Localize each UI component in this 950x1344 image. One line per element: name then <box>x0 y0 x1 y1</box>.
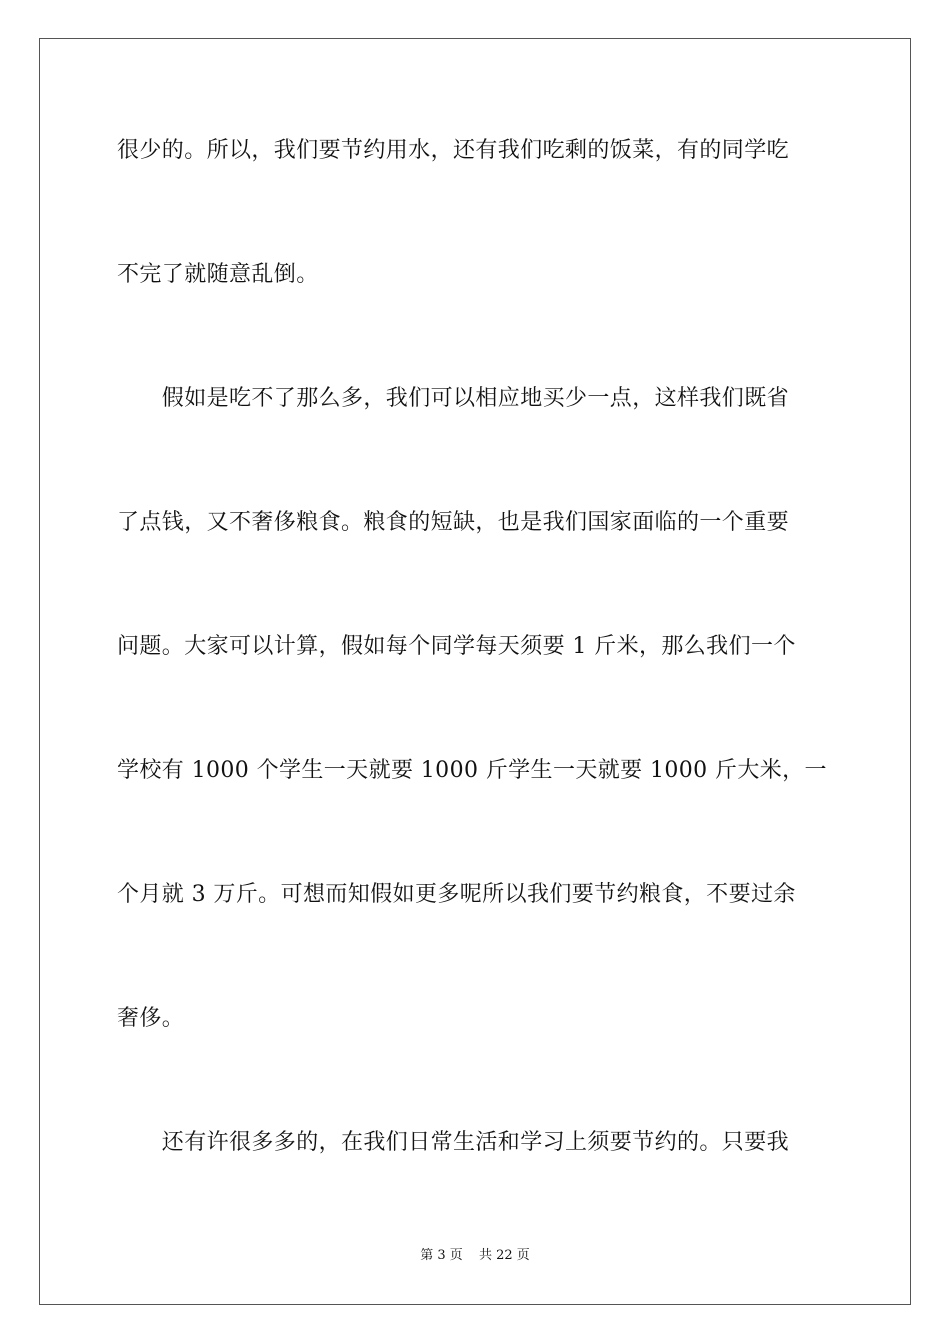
text-line: 问题。大家可以计算，假如每个同学每天须要 1 斤米，那么我们一个 <box>117 634 796 659</box>
page-number: 第 3 页 <box>420 1248 463 1263</box>
text-line: 很少的。所以，我们要节约用水，还有我们吃剩的饭菜，有的同学吃 <box>117 138 790 163</box>
text-line: 个月就 3 万斤。可想而知假如更多呢所以我们要节约粮食，不要过余 <box>117 882 796 907</box>
text-line: 不完了就随意乱倒。 <box>117 262 319 287</box>
text-line: 假如是吃不了那么多，我们可以相应地买少一点，这样我们既省 <box>117 386 790 411</box>
text-line: 奢侈。 <box>117 1006 185 1031</box>
page-total: 共 22 页 <box>478 1248 530 1263</box>
text-line: 学校有 1000 个学生一天就要 1000 斤学生一天就要 1000 斤大米，一 <box>117 758 827 783</box>
text-line: 了点钱，又不奢侈粮食。粮食的短缺，也是我们国家面临的一个重要 <box>117 510 790 535</box>
text-line: 还有许很多多的，在我们日常生活和学习上须要节约的。只要我 <box>117 1130 790 1155</box>
page-footer <box>0 1247 950 1265</box>
page-border <box>39 38 911 1305</box>
